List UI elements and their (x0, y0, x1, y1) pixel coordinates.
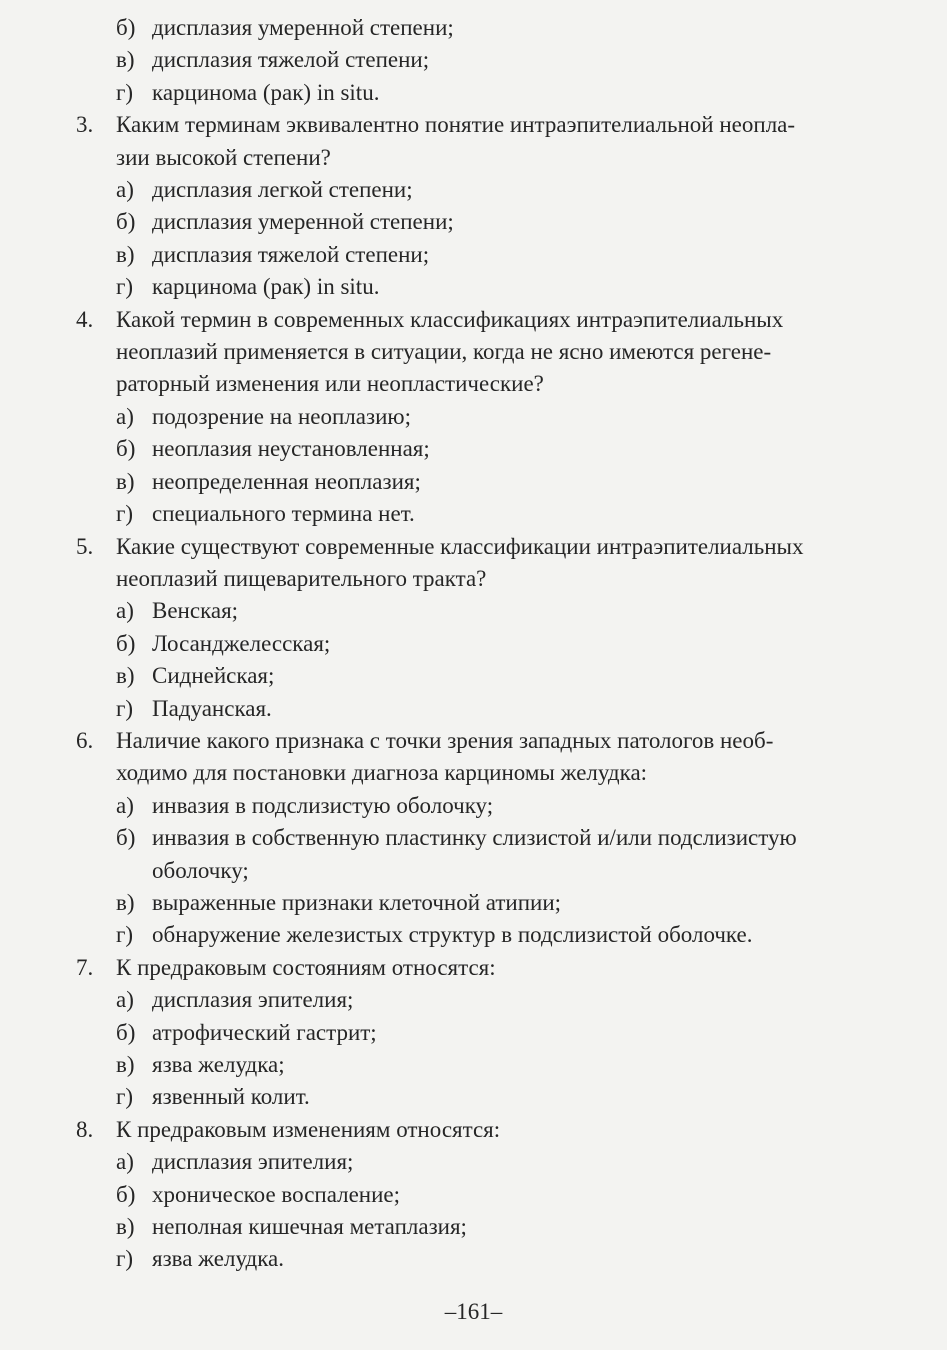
option (76, 660, 896, 692)
option (76, 1243, 896, 1275)
option (76, 466, 896, 498)
question-8 (76, 1114, 896, 1146)
option (76, 1017, 896, 1049)
option-label: б) (116, 630, 136, 656)
question-stem-line: Какие существуют современные классификации интраэпителиальных (116, 533, 804, 559)
option (76, 498, 896, 530)
option-text: Лосанджелесская; (152, 630, 331, 656)
continued-options (76, 12, 896, 109)
option (76, 1211, 896, 1243)
page-content (76, 12, 896, 1276)
option (76, 77, 896, 109)
option-label: б) (116, 15, 136, 40)
option-text: Венская; (152, 598, 239, 624)
option (76, 1049, 896, 1081)
option (76, 174, 896, 206)
option-label: г) (116, 695, 134, 721)
option-text: подозрение на неоплазию; (152, 403, 411, 429)
option (76, 239, 896, 271)
question-6 (76, 725, 896, 790)
option-label: б) (116, 1181, 136, 1207)
option-text: карцинома (рак) in situ. (152, 274, 380, 300)
question-stem-line: ходимо для постановки диагноза карциномы желудка: (116, 760, 648, 786)
option (76, 271, 896, 303)
question-stem-line: неоплазий пищеварительного тракта? (116, 565, 487, 591)
option-label: в) (116, 1052, 135, 1077)
option-label: в) (116, 663, 135, 689)
option-label: а) (116, 987, 134, 1013)
question-stem-line: К предраковым изменениям относятся: (116, 1116, 501, 1142)
question-4 (76, 304, 896, 401)
option (76, 206, 896, 238)
question-stem-line: неоплазий применяется в ситуации, когда не ясно имеются регене- (116, 339, 772, 365)
option-text: дисплазия эпителия; (152, 987, 354, 1013)
option-text: инвазия в подслизистую оболочку; (152, 792, 494, 818)
question-3 (76, 109, 896, 174)
question-stem-line: зии высокой степени? (116, 144, 331, 170)
option-text: дисплазия умеренной степени; (152, 209, 454, 235)
option-text-continued: оболочку; (152, 857, 249, 883)
option (76, 44, 896, 76)
option-text: дисплазия эпителия; (152, 1149, 354, 1175)
question-stem-line: К предраковым состояниям относятся: (116, 954, 496, 980)
option-label: в) (116, 1214, 135, 1240)
option-label: а) (116, 1149, 134, 1175)
question-number: 8. (76, 1116, 94, 1142)
option (76, 1081, 896, 1113)
option-text: специального термина нет. (152, 501, 415, 527)
option (76, 822, 896, 887)
option-text: дисплазия легкой степени; (152, 177, 413, 203)
option (76, 433, 896, 465)
option-label: б) (116, 825, 136, 851)
option-label: а) (116, 598, 134, 624)
option (76, 693, 896, 725)
option-text: Сиднейская; (152, 663, 275, 689)
option-label: а) (116, 403, 134, 429)
option-text: карцинома (рак) in situ. (152, 79, 380, 105)
question-stem-line: Каким терминам эквивалентно понятие интраэпителиальной неопла- (116, 112, 796, 138)
option-label: а) (116, 177, 134, 203)
question-stem-line: Наличие какого признака с точки зрения западных патологов необ- (116, 727, 774, 753)
option-text: дисплазия тяжелой степени; (152, 241, 430, 267)
option-label: б) (116, 436, 136, 462)
option (76, 1146, 896, 1178)
option (76, 790, 896, 822)
option (76, 401, 896, 433)
option-label: в) (116, 47, 135, 73)
option-label: г) (116, 274, 134, 300)
option-label: г) (116, 501, 134, 527)
question-stem-line: раторный изменения или неопластические? (116, 371, 544, 397)
option (76, 1179, 896, 1211)
option-label: г) (116, 1084, 134, 1110)
option-text: неоплазия неустановленная; (152, 436, 430, 462)
option-text: обнаружение железистых структур в подслизистой оболочке. (152, 922, 753, 948)
option-text: дисплазия умеренной степени; (152, 15, 454, 40)
option-text: атрофический гастрит; (152, 1019, 377, 1045)
option-text: выраженные признаки клеточной атипии; (152, 889, 562, 915)
option (76, 887, 896, 919)
option (76, 919, 896, 951)
option (76, 595, 896, 627)
option-text: дисплазия тяжелой степени; (152, 47, 430, 73)
option-label: в) (116, 241, 135, 267)
question-number: 5. (76, 533, 94, 559)
question-number: 7. (76, 954, 94, 980)
page-number: –161– (444, 1299, 503, 1324)
option-label: б) (116, 209, 136, 235)
question-7 (76, 952, 896, 984)
option-text: неопределенная неоплазия; (152, 468, 421, 494)
option-label: г) (116, 1246, 134, 1272)
option (76, 12, 896, 44)
option-text: хроническое воспаление; (152, 1181, 401, 1207)
question-number: 6. (76, 727, 94, 753)
option-text: язва желудка; (152, 1052, 285, 1077)
option-text: язва желудка. (152, 1246, 284, 1272)
option-label: г) (116, 922, 134, 948)
option-label: в) (116, 889, 135, 915)
option-text: инвазия в собственную пластинку слизистой и/или подслизистую (152, 825, 797, 851)
option-text: язвенный колит. (152, 1084, 310, 1110)
option-label: а) (116, 792, 134, 818)
option-label: б) (116, 1019, 136, 1045)
option-text: Падуанская. (152, 695, 272, 721)
option-label: г) (116, 79, 134, 105)
question-number: 4. (76, 306, 94, 332)
option-text: неполная кишечная метаплазия; (152, 1214, 467, 1240)
question-5 (76, 531, 896, 596)
option-label: в) (116, 468, 135, 494)
option (76, 628, 896, 660)
question-stem-line: Какой термин в современных классификациях интраэпителиальных (116, 306, 784, 332)
option (76, 984, 896, 1016)
question-number: 3. (76, 112, 94, 138)
